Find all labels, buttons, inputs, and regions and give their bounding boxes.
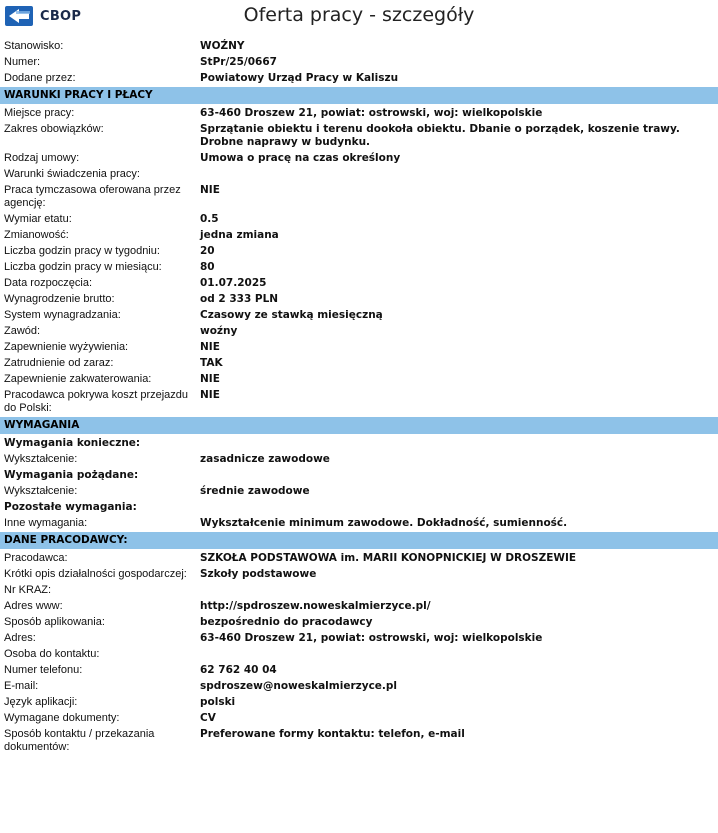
row-label: Adres www: [4,600,63,612]
warunki-section [0,105,718,416]
row-label: Zapewnienie wyżywienia: [4,341,129,353]
row-label: Sposób kontaktu / przekazania dokumentów: [4,728,155,753]
detail-row [0,515,718,531]
row-label: Liczba godzin pracy w miesiącu: [4,261,162,273]
row-value[interactable]: http://spdroszew.noweskalmierzyce.pl/ [200,600,431,612]
row-label: Adres: [4,632,36,644]
detail-row [0,550,718,566]
row-label: Inne wymagania: [4,517,88,529]
row-value: Preferowane formy kontaktu: telefon, e-mail [200,728,465,740]
section-heading-warunki: WARUNKI PRACY I PŁACY [0,87,718,104]
row-value: CV [200,712,216,724]
row-value: bezpośrednio do pracodawcy [200,616,373,628]
row-value: SZKOŁA PODSTAWOWA im. MARII KONOPNICKIEJ W DROSZEWIE [200,552,577,564]
detail-row [0,339,718,355]
top-section [0,38,718,86]
row-value: 63-460 Droszew 21, powiat: ostrowski, woj: wielkopolskie [200,107,543,119]
row-value: od 2 333 PLN [200,293,279,305]
row-label: Wykształcenie: [4,453,78,465]
row-value: woźny [200,325,238,337]
detail-row [0,614,718,630]
detail-row [0,243,718,259]
row-label: Wymagane dokumenty: [4,712,120,724]
detail-row [0,582,718,598]
detail-row [0,662,718,678]
row-value: Sprzątanie obiektu i terenu dookoła obiektu. Dbanie o porządek, koszenie trawy. Drobne naprawy w budynku. [200,123,680,148]
header [0,0,718,36]
detail-row [0,166,718,182]
row-label: Stanowisko: [4,40,64,52]
detail-row [0,598,718,614]
row-value: 63-460 Droszew 21, powiat: ostrowski, woj: wielkopolskie [200,632,543,644]
row-label: Numer telefonu: [4,664,83,676]
row-value: NIE [200,373,220,385]
row-value: StPr/25/0667 [200,56,277,68]
detail-row [0,323,718,339]
detail-row [0,121,718,150]
row-label: Język aplikacji: [4,696,78,708]
row-label: Data rozpoczęcia: [4,277,93,289]
row-label: Rodzaj umowy: [4,152,80,164]
logo-text: CBOP [40,8,82,24]
detail-row [0,630,718,646]
detail-row [0,566,718,582]
row-value: Szkoły podstawowe [200,568,317,580]
row-label: Numer: [4,56,41,68]
row-value: WOŹNY [200,40,245,52]
row-value: spdroszew@noweskalmierzyce.pl [200,680,398,692]
row-label: Wykształcenie: [4,485,78,497]
detail-row [0,694,718,710]
row-value: średnie zawodowe [200,485,310,497]
detail-row [0,227,718,243]
row-label: Wymiar etatu: [4,213,72,225]
row-value: TAK [200,357,223,369]
detail-row [0,182,718,211]
detail-row [0,678,718,694]
row-value [200,584,714,597]
row-value: 80 [200,261,215,273]
row-label: Pracodawca: [4,552,68,564]
row-value: 20 [200,245,215,257]
detail-row [0,726,718,755]
row-value [200,168,714,181]
row-label: System wynagradzania: [4,309,121,321]
row-value: Powiatowy Urząd Pracy w Kaliszu [200,72,399,84]
detail-row [0,483,718,499]
subheading-pozostale: Pozostałe wymagania: [4,501,137,513]
row-value: NIE [200,389,220,401]
subheading-pozadane: Wymagania pożądane: [4,469,139,481]
detail-row [0,355,718,371]
row-value: 0.5 [200,213,219,225]
detail-row [0,150,718,166]
detail-row [0,38,718,54]
row-label: Dodane przez: [4,72,76,84]
detail-row [0,371,718,387]
detail-row [0,259,718,275]
detail-row [0,70,718,86]
row-label: Pracodawca pokrywa koszt przejazdu do Polski: [4,389,189,414]
row-label: Zatrudnienie od zaraz: [4,357,114,369]
row-value: Czasowy ze stawką miesięczną [200,309,383,321]
offer-details [0,38,718,755]
row-label: Zawód: [4,325,41,337]
detail-row [0,211,718,227]
row-label: Zakres obowiązków: [4,123,104,135]
row-value: NIE [200,341,220,353]
detail-row [0,291,718,307]
row-label: Zmianowość: [4,229,69,241]
row-value: Wykształcenie minimum zawodowe. Dokładność, sumienność. [200,517,568,529]
row-value: 01.07.2025 [200,277,267,289]
section-heading-pracodawca: DANE PRACODAWCY: [0,532,718,549]
row-label: Wynagrodzenie brutto: [4,293,115,305]
row-value: jedna zmiana [200,229,279,241]
detail-row [0,105,718,121]
detail-row [0,54,718,70]
pracodawca-section [0,550,718,755]
row-value: NIE [200,184,220,196]
detail-row [0,387,718,416]
row-value: zasadnicze zawodowe [200,453,330,465]
detail-row [0,451,718,467]
row-label: Krótki opis działalności gospodarczej: [4,568,187,580]
row-label: E-mail: [4,680,39,692]
page-title: Oferta pracy - szczegóły [243,4,475,26]
row-value: polski [200,696,236,708]
detail-row [0,646,718,662]
subheading-konieczne: Wymagania konieczne: [4,437,141,449]
row-label: Sposób aplikowania: [4,616,105,628]
row-value: Umowa o pracę na czas określony [200,152,401,164]
row-label: Praca tymczasowa oferowana przez agencję: [4,184,181,209]
row-label: Zapewnienie zakwaterowania: [4,373,152,385]
row-value: 62 762 40 04 [200,664,277,676]
row-label: Nr KRAZ: [4,584,52,596]
row-label: Miejsce pracy: [4,107,75,119]
row-label: Liczba godzin pracy w tygodniu: [4,245,160,257]
row-value [200,648,714,661]
section-heading-wymagania: WYMAGANIA [0,417,718,434]
row-label: Osoba do kontaktu: [4,648,100,660]
detail-row [0,275,718,291]
row-label: Warunki świadczenia pracy: [4,168,140,180]
detail-row [0,710,718,726]
detail-row [0,307,718,323]
